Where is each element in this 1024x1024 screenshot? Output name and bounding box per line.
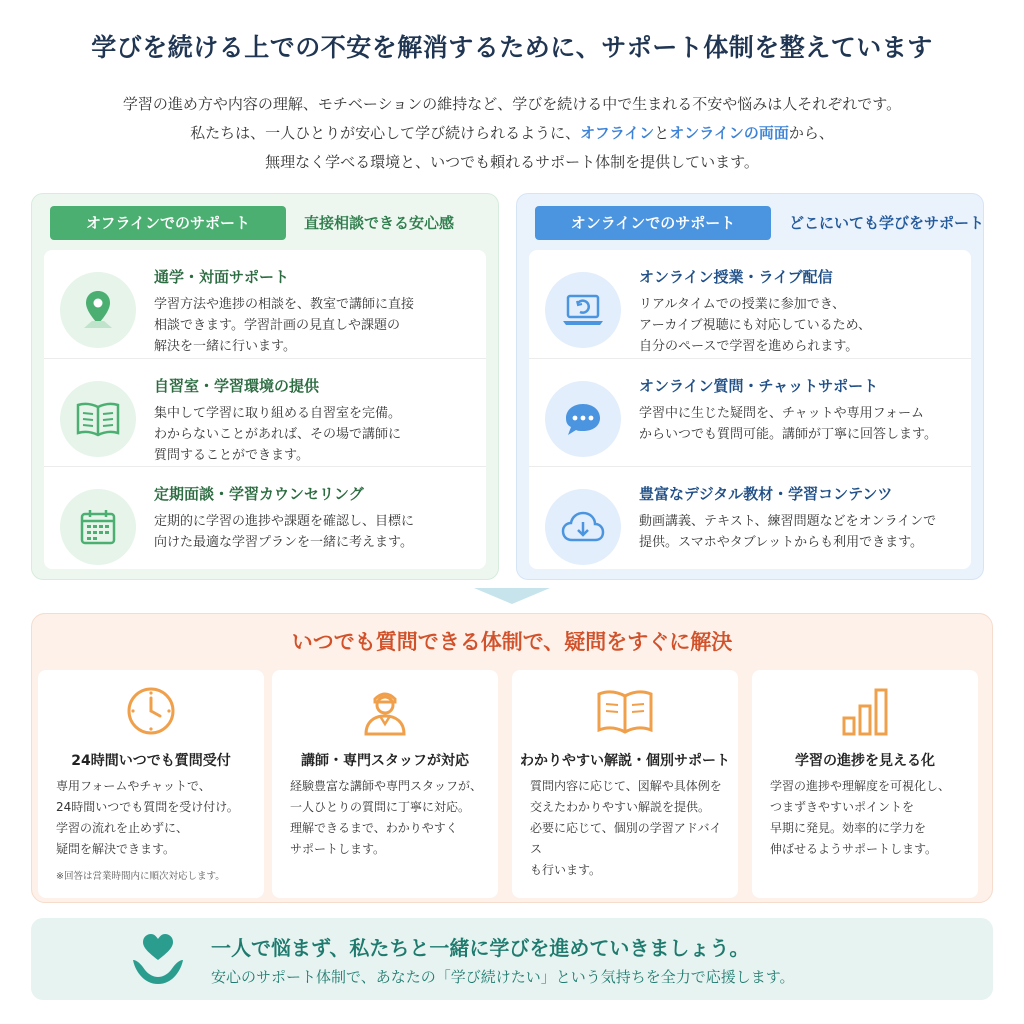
online-panel-header [535, 206, 985, 240]
closing-headline: 一人で悩まず、私たちと一緒に学びを進めていきましょう。 [211, 936, 750, 960]
intro-line-2-to: と [654, 124, 670, 142]
qa-card-progress [752, 670, 978, 898]
online-item-live-class [529, 250, 971, 358]
item-title: 自習室・学習環境の提供 [154, 377, 320, 395]
online-tagline: どこにいても学びをサポート [789, 214, 985, 232]
intro-text [0, 90, 1024, 177]
online-badge: オンラインでのサポート [535, 206, 771, 240]
heart-hands-icon [129, 930, 187, 988]
qa-card-staff [272, 670, 498, 898]
item-description: リアルタイムでの授業に参加でき、 アーカイブ視聴にも対応しているため、 自分のペースで学習を進められます。 [639, 297, 872, 354]
item-description: 定期的に学習の進捗や課題を確認し、目標に 向けた最適な学習プランを一緒に考えます。 [154, 514, 415, 550]
intro-line-1: 学習の進め方や内容の理解、モチベーションの維持など、学びを続ける中で生まれる不安や悩みは人それぞれです。 [122, 95, 902, 113]
page-title: 学びを続ける上での不安を解消するために、サポート体制を整えています [91, 33, 933, 62]
card-title: 24時間いつでも質問受付 [71, 753, 231, 769]
offline-item-study-room [44, 358, 486, 466]
item-title: 豊富なデジタル教材・学習コンテンツ [639, 485, 893, 503]
anytime-question-section [31, 613, 993, 903]
card-title: 学習の進捗を見える化 [795, 753, 935, 769]
item-title: オンライン質問・チャットサポート [639, 377, 879, 395]
card-description: 質問内容に応じて、図解や具体例を 交えたわかりやすい解説を提供。 必要に応じて、個別の学習アドバイス も行います。 [530, 779, 722, 877]
chat-bubble-icon [545, 381, 621, 457]
online-item-digital-content [529, 466, 971, 574]
item-title: 定期面談・学習カウンセリング [154, 485, 364, 503]
offline-tagline: 直接相談できる安心感 [304, 214, 455, 232]
card-description: 専用フォームやチャットで、 24時間いつでも質問を受け付け。 学習の流れを止めずに、 疑問を解決できます。 [56, 779, 239, 856]
card-note: ※回答は営業時間内に順次対応します。 [56, 871, 225, 882]
offline-item-list [44, 250, 486, 569]
intro-line-2 [0, 119, 1024, 148]
item-description: 動画講義、テキスト、練習問題などをオンラインで 提供。スマホやタブレットからも利用できます。 [639, 514, 937, 550]
cloud-download-icon [545, 489, 621, 565]
card-description: 学習の進捗や理解度を可視化し、 つまずきやすいポイントを 早期に発見。効率的に学力を 伸ばせるようサポートします。 [770, 779, 951, 856]
intro-line-2a: 私たちは、一人ひとりが安心して学び続けられるように、 [190, 124, 581, 142]
item-title: オンライン授業・ライブ配信 [639, 268, 833, 286]
item-description: 学習中に生じた疑問を、チャットや専用フォーム からいつでも質問可能。講師が丁寧に回答します。 [639, 406, 937, 442]
qa-section-title: いつでも質問できる体制で、疑問をすぐに解決 [291, 630, 733, 654]
bar-chart-icon [752, 684, 978, 740]
closing-message [31, 918, 993, 1000]
offline-item-counseling [44, 466, 486, 574]
clock-icon [38, 684, 264, 740]
item-title: 通学・対面サポート [154, 268, 290, 286]
calendar-icon [60, 489, 136, 565]
online-item-chat-support [529, 358, 971, 466]
offline-support-panel [31, 193, 499, 580]
online-support-panel [516, 193, 984, 580]
qa-card-explanation [512, 670, 738, 898]
open-book-icon [60, 381, 136, 457]
open-book-icon [512, 684, 738, 740]
qa-card-24h [38, 670, 264, 898]
card-description: 経験豊富な講師や専門スタッフが、 一人ひとりの質問に丁寧に対応。 理解できるまで、わかりやすく サポートします。 [290, 779, 483, 856]
laptop-icon [545, 272, 621, 348]
card-title: 講師・専門スタッフが対応 [301, 753, 469, 769]
closing-subtext: 安心のサポート体制で、あなたの「学び続けたい」という気持ちを全力で応援します。 [211, 968, 795, 986]
item-description: 集中して学習に取り組める自習室を完備。 わからないことがあれば、その場で講師に 質問することができます。 [154, 406, 402, 463]
online-item-list [529, 250, 971, 569]
intro-line-2b: から、 [788, 124, 834, 142]
down-arrow-icon [474, 588, 550, 604]
staff-icon [272, 684, 498, 740]
intro-highlight-online: オンラインの両面 [669, 124, 789, 142]
card-title: わかりやすい解説・個別サポート [520, 753, 730, 769]
item-description: 学習方法や進捗の相談を、教室で講師に直接 相談できます。学習計画の見直しや課題の 解決を一緒に行います。 [154, 297, 415, 354]
offline-item-face-to-face [44, 250, 486, 358]
intro-highlight-offline: オフライン [580, 124, 655, 142]
offline-panel-header [50, 206, 480, 240]
location-pin-icon [60, 272, 136, 348]
intro-line-3: 無理なく学べる環境と、いつでも頼れるサポート体制を提供しています。 [265, 153, 759, 171]
offline-badge: オフラインでのサポート [50, 206, 286, 240]
